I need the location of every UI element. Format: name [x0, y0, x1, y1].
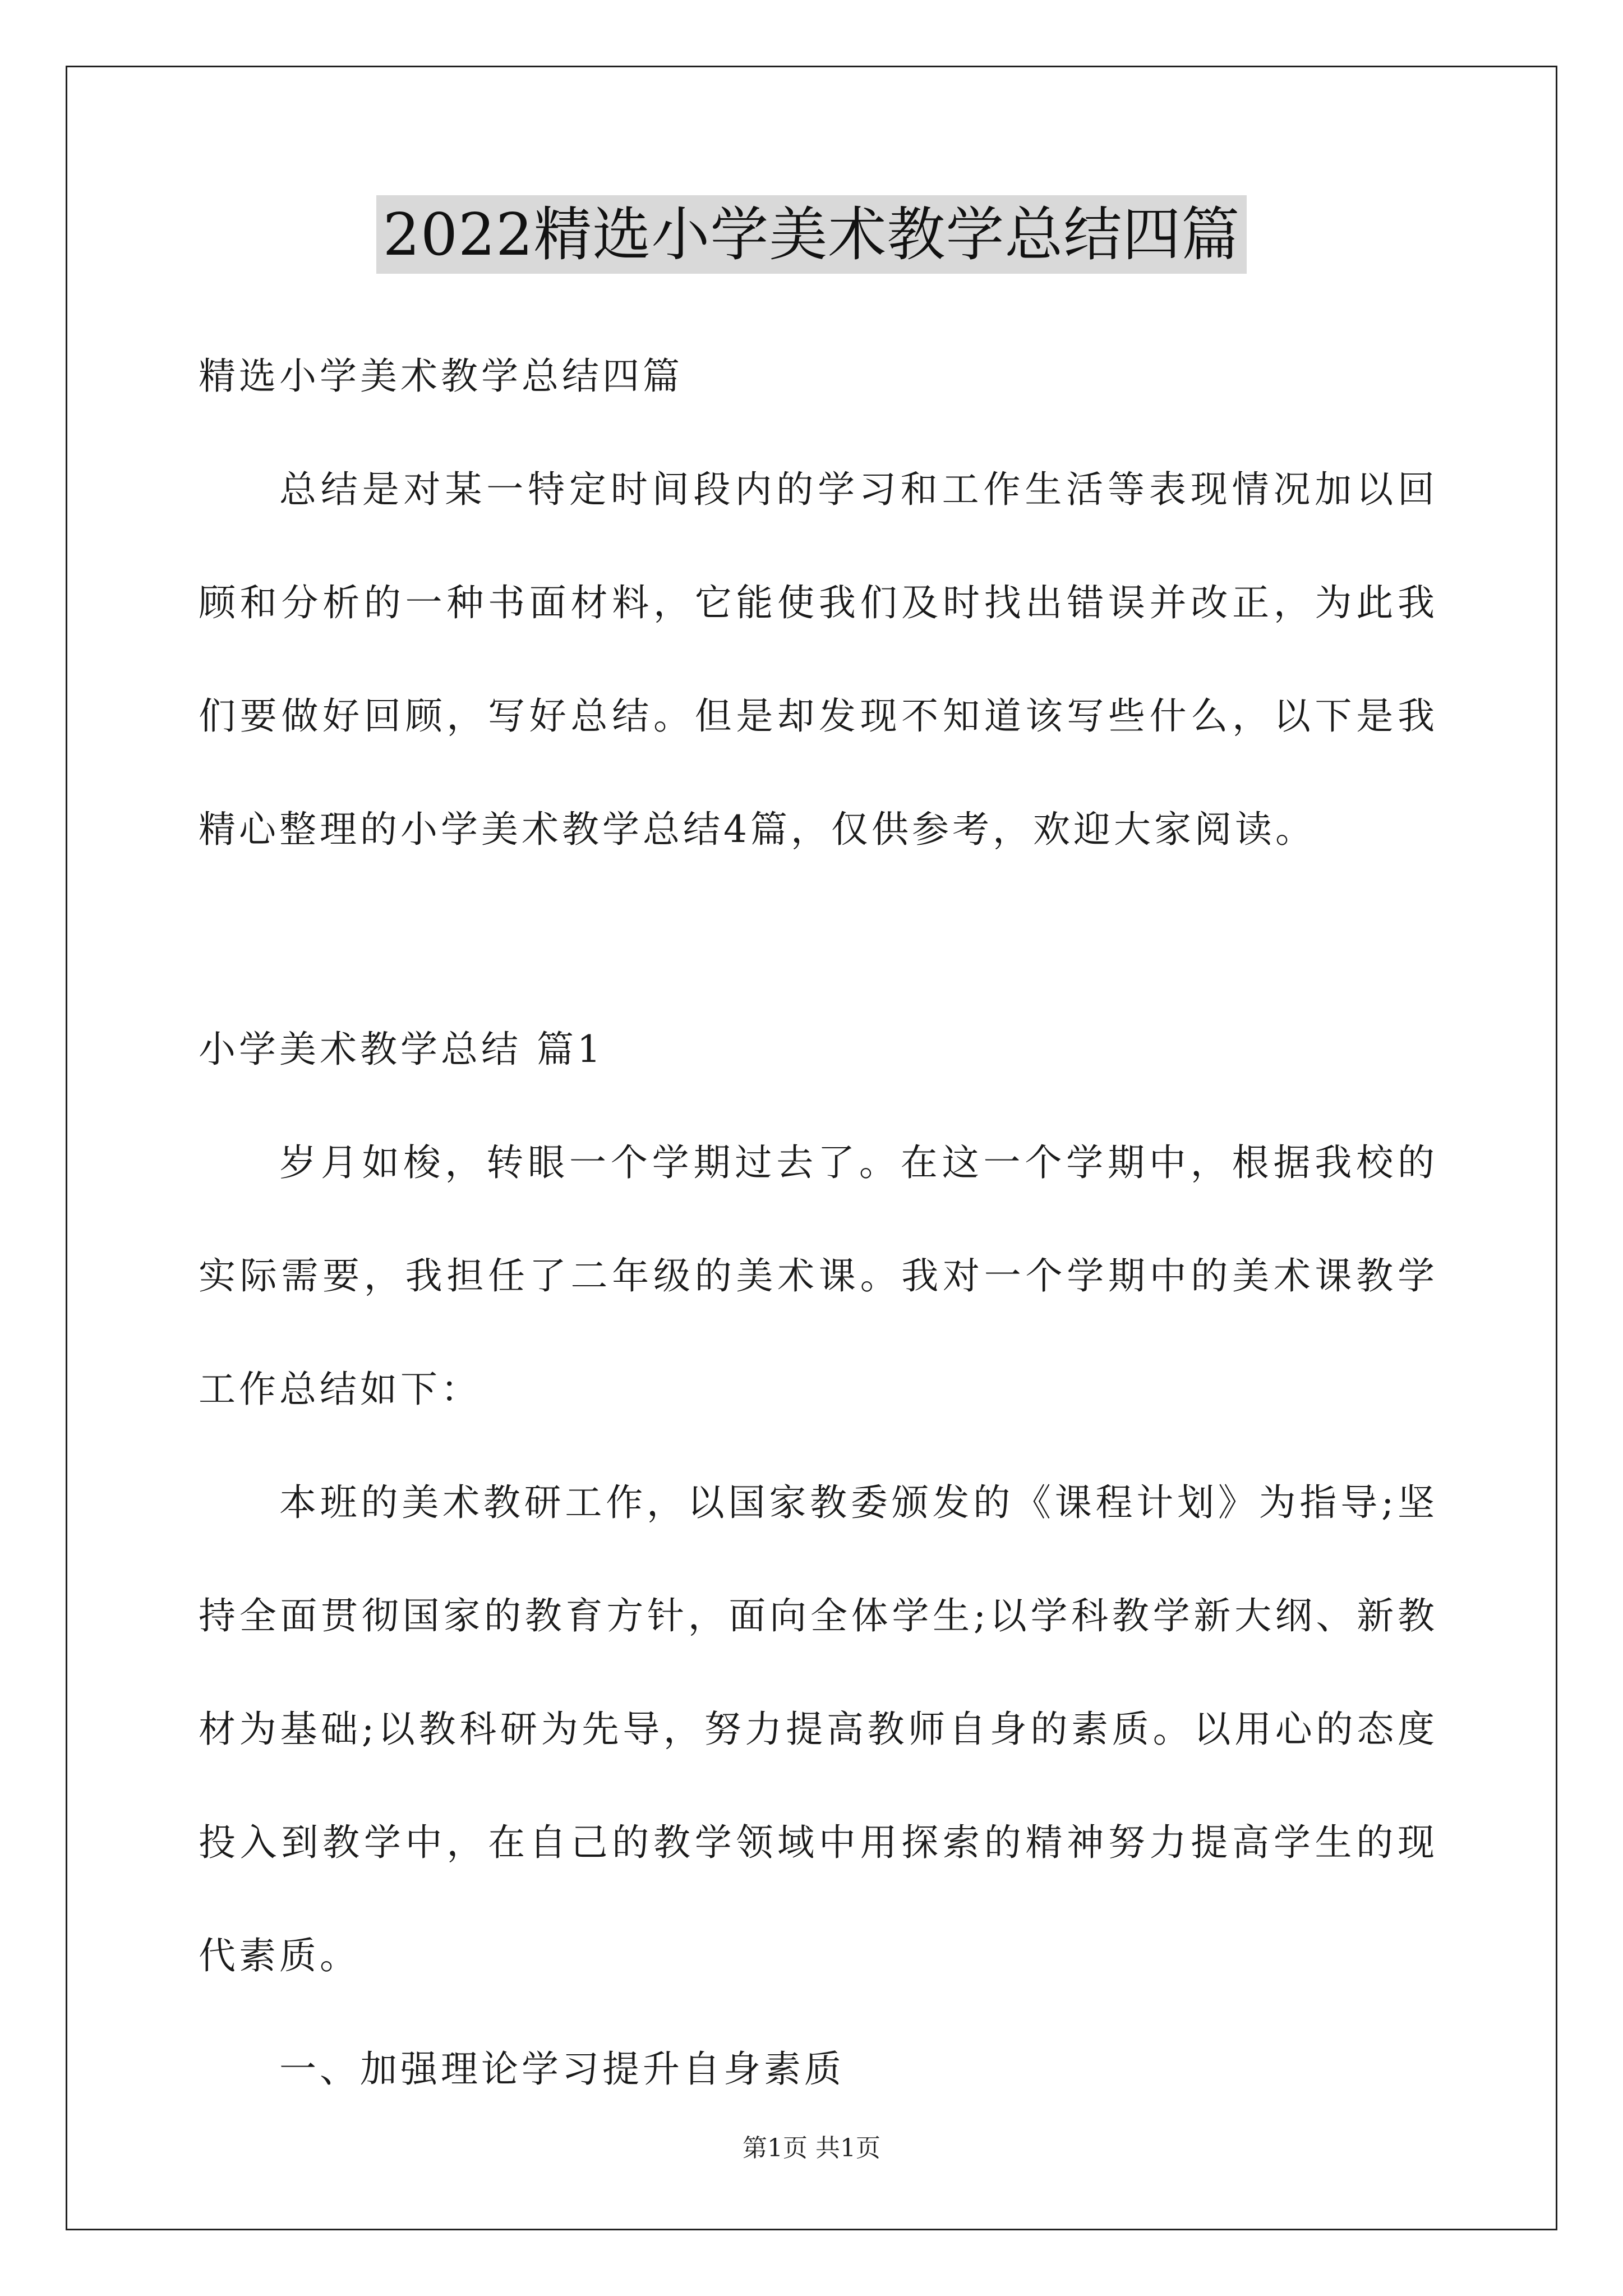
title-container — [0, 195, 1623, 274]
paragraph-line: 本班的美术教研工作，以国家教委颁发的《课程计划》为指导;坚 — [279, 1481, 1438, 1524]
paragraph-line: 持全面贯彻国家的教育方针，面向全体学生;以学科教学新大纲、新教 — [199, 1594, 1438, 1637]
paragraph-line: 岁月如梭，转眼一个学期过去了。在这一个学期中，根据我校的 — [279, 1141, 1438, 1184]
document-title: 2022精选小学美术教学总结四篇 — [376, 195, 1247, 274]
page-footer: 第1页 共1页 — [743, 2134, 880, 2162]
document-subtitle: 精选小学美术教学总结四篇 — [199, 355, 683, 398]
section-heading: 小学美术教学总结 篇1 — [199, 1028, 604, 1071]
subheading: 一、加强理论学习提升自身素质 — [279, 2047, 845, 2091]
intro-line: 们要做好回顾，写好总结。但是却发现不知道该写些什么，以下是我 — [199, 694, 1438, 738]
paragraph-line: 实际需要，我担任了二年级的美术课。我对一个学期中的美术课教学 — [199, 1254, 1438, 1297]
intro-line: 总结是对某一特定时间段内的学习和工作生活等表现情况加以回 — [279, 468, 1438, 511]
intro-line: 精心整理的小学美术教学总结4篇，仅供参考，欢迎大家阅读。 — [199, 808, 1316, 851]
paragraph-line: 投入到教学中，在自己的教学领域中用探索的精神努力提高学生的现 — [199, 1821, 1438, 1864]
paragraph-line: 代素质。 — [199, 1934, 360, 1977]
paragraph-line: 材为基础;以教科研为先导，努力提高教师自身的素质。以用心的态度 — [199, 1708, 1438, 1751]
paragraph-line: 工作总结如下： — [199, 1368, 481, 1411]
intro-line: 顾和分析的一种书面材料，它能使我们及时找出错误并改正，为此我 — [199, 581, 1438, 624]
